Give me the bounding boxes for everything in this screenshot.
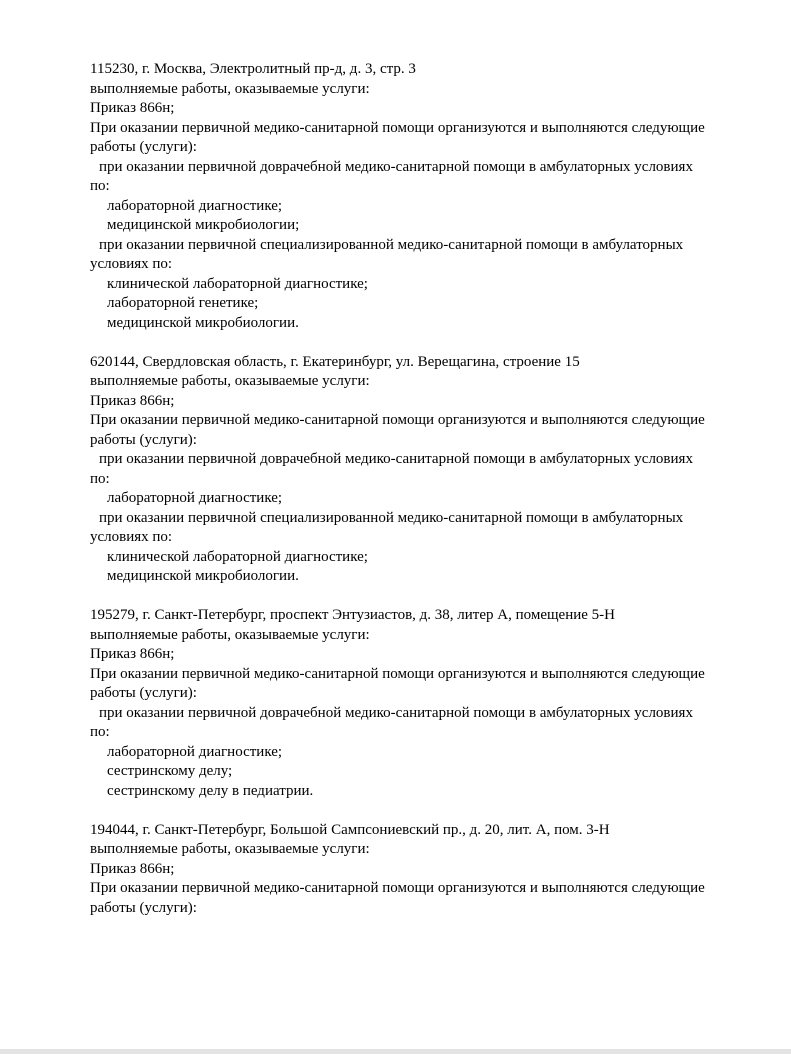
document-line: при оказании первичной доврачебной медико-санитарной помощи в амбулаторных условиях: [99, 704, 693, 721]
address-block: [90, 821, 761, 919]
document-line: медицинской микробиологии.: [107, 568, 299, 584]
document-line: клинической лабораторной диагностике;: [107, 548, 368, 565]
document-line: сестринскому делу в педиатрии.: [107, 782, 314, 799]
document-line: по:: [90, 470, 110, 487]
address-block: [90, 60, 761, 333]
document-line: медицинской микробиологии;: [107, 217, 300, 233]
address-line: 620144, Свердловская область, г. Екатеринбург, ул. Верещагина, строение 15: [90, 353, 580, 370]
document-line: условиях по:: [90, 256, 173, 272]
document-line: медицинской микробиологии.: [107, 314, 299, 331]
document-line: При оказании первичной медико-санитарной помощи организуются и выполняются следующие: [90, 880, 705, 896]
document-line: условиях по:: [90, 529, 173, 545]
document-line: по:: [90, 178, 110, 194]
document-line: При оказании первичной медико-санитарной помощи организуются и выполняются следующие: [90, 119, 705, 136]
document-line: при оказании первичной специализированной медико-санитарной помощи в амбулаторных: [99, 509, 684, 526]
page-bottom-edge: [0, 1049, 791, 1054]
document-line: Приказ 866н;: [90, 392, 175, 409]
document-line: Приказ 866н;: [90, 646, 175, 662]
address-block: [90, 606, 761, 801]
document-line: выполняемые работы, оказываемые услуги:: [90, 626, 370, 643]
document-line: сестринскому делу;: [107, 763, 233, 779]
document-line: работы (услуги):: [90, 685, 197, 701]
document-line: работы (услуги):: [90, 139, 197, 155]
document-line: лабораторной генетике;: [107, 295, 259, 311]
document-line: при оказании первичной доврачебной медико-санитарной помощи в амбулаторных условиях: [99, 451, 693, 467]
address-line: 194044, г. Санкт-Петербург, Большой Сампсониевский пр., д. 20, лит. А, пом. 3-Н: [90, 821, 610, 838]
document-line: работы (услуги):: [90, 899, 197, 916]
address-line: 195279, г. Санкт-Петербург, проспект Энтузиастов, д. 38, литер А, помещение 5-Н: [90, 607, 615, 623]
document-line: работы (услуги):: [90, 431, 197, 448]
document-line: при оказании первичной доврачебной медико-санитарной помощи в амбулаторных условиях: [99, 158, 693, 175]
address-block: [90, 353, 761, 587]
document-line: лабораторной диагностике;: [107, 743, 283, 760]
license-works-document: [90, 60, 761, 918]
document-line: выполняемые работы, оказываемые услуги:: [90, 373, 370, 389]
document-line: При оказании первичной медико-санитарной помощи организуются и выполняются следующие: [90, 665, 705, 682]
document-line: лабораторной диагностике;: [107, 197, 283, 214]
document-line: при оказании первичной специализированной медико-санитарной помощи в амбулаторных: [99, 236, 684, 253]
document-line: выполняемые работы, оказываемые услуги:: [90, 80, 370, 97]
document-line: выполняемые работы, оказываемые услуги:: [90, 841, 370, 857]
document-line: клинической лабораторной диагностике;: [107, 275, 368, 292]
document-line: Приказ 866н;: [90, 860, 175, 877]
address-line: 115230, г. Москва, Электролитный пр-д, д. 3, стр. 3: [90, 61, 416, 77]
document-line: лабораторной диагностике;: [107, 490, 283, 506]
document-line: Приказ 866н;: [90, 100, 175, 116]
document-line: При оказании первичной медико-санитарной помощи организуются и выполняются следующие: [90, 412, 705, 428]
document-line: по:: [90, 724, 110, 740]
